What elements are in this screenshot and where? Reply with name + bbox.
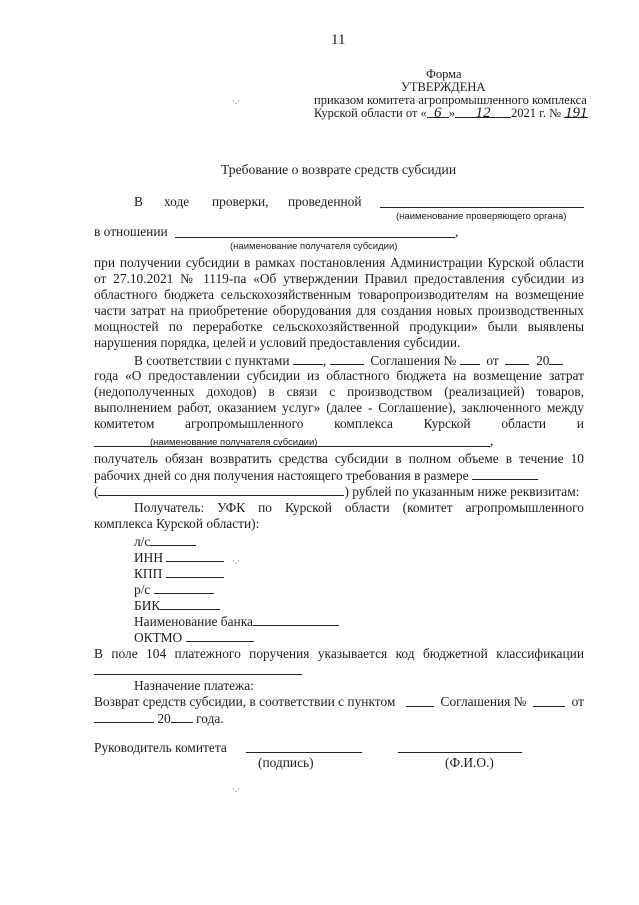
paragraph-1-line-3: областного бюджета сельскохозяйственным товаропроизводителям на возмещение xyxy=(94,287,584,302)
order-line: приказом комитета агропромышленного комплекса xyxy=(314,93,587,107)
paragraph-1-line-4: части затрат на приобретение оборудования для создания новых производственных xyxy=(94,303,584,318)
paragraph-2-line-4: выполнением работ, оказанием услуг» (далее - Соглашение), заключенного между xyxy=(94,400,584,415)
amount-open-paren: ( xyxy=(94,484,99,499)
intro-word-2: ходе xyxy=(164,194,190,209)
paragraph-3-line-2 xyxy=(94,467,584,484)
order-year: 2021 г. № xyxy=(511,106,562,120)
paragraph-1-line-5: мощностей по переработке сельскохозяйственной продукции» были выявлены xyxy=(94,319,584,334)
signature-head-label: Руководитель комитета xyxy=(94,740,227,755)
caption-recipient-1: (наименование получателя субсидии) xyxy=(230,241,398,252)
inspecting-organ-field xyxy=(380,207,584,208)
kbk-line: В поле 104 платежного поручения указывается код бюджетной классификации xyxy=(94,646,584,661)
caption-signature: (подпись) xyxy=(258,755,314,770)
agreement-day-field xyxy=(505,352,529,365)
recipient-line-1: Получатель: УФК по Курской области (комитет агропромышленного xyxy=(134,500,584,515)
form-label: Форма xyxy=(426,67,462,81)
order-number: 191 xyxy=(564,105,588,121)
word-committee: комитетом xyxy=(94,416,155,431)
payment-year-prefix: 20 xyxy=(157,711,171,726)
kbk-field xyxy=(94,674,302,675)
requisite-field xyxy=(154,581,214,594)
scan-speck: ·.· xyxy=(232,556,241,566)
signature-field xyxy=(246,752,362,753)
requisite-label: Наименование банка xyxy=(134,614,253,629)
payment-return-text: Возврат средств субсидии, в соответствии с пунктом xyxy=(94,694,396,709)
approved-label: УТВЕРЖДЕНА xyxy=(401,80,486,94)
requisite-label: ОКТМО xyxy=(134,630,183,645)
amount-close-text: ) рублей по указанным ниже реквизитам: xyxy=(344,484,580,499)
requisite-label: ИНН xyxy=(134,550,164,565)
in-relation-comma: , xyxy=(455,224,459,239)
paragraph-2-line-1: В соответствии с пунктами , Соглашения № от 20 xyxy=(134,352,584,369)
paragraph-1-line-6: нарушения порядка, целей и условий предоставления субсидии. xyxy=(94,335,461,350)
paragraph-2-points-label: В соответствии с пунктами xyxy=(134,353,290,368)
payment-year-suffix: года. xyxy=(196,711,224,726)
page-number: 11 xyxy=(331,32,346,48)
payment-point-field xyxy=(406,694,434,707)
caption-inspecting-organ: (наименование проверяющего органа) xyxy=(396,211,567,222)
paragraph-3-line-1: получатель обязан возвратить средства субсидии в полном объеме в течение 10 xyxy=(94,451,584,466)
requisite-field xyxy=(166,549,224,562)
requisite-label: л/с xyxy=(134,534,151,549)
paragraph-1-line-1: при получении субсидии в рамках постановления Администрации Курской области xyxy=(94,255,584,270)
caption-recipient-2: (наименование получателя субсидии) xyxy=(150,437,318,448)
scan-speck: ·.· xyxy=(232,96,241,106)
amount-digits-field xyxy=(472,467,538,480)
requisite-oktmo xyxy=(134,629,254,646)
payment-line-2 xyxy=(94,710,584,727)
intro-word-4: проведенной xyxy=(288,194,362,209)
intro-word-3: проверки, xyxy=(212,194,269,209)
requisite-field xyxy=(253,613,339,626)
requisite-account xyxy=(134,533,196,550)
recipient-line-2: комплекса Курской области): xyxy=(94,516,260,531)
amount-words-field xyxy=(98,483,344,496)
paragraph-1-line-2: от 27.10.2021 № 1119-па «Об утверждении Правил предоставления субсидии из xyxy=(94,271,584,286)
requisite-field xyxy=(166,565,224,578)
paragraph-2-agreement-label: Соглашения № xyxy=(370,353,457,368)
paragraph-2-from-label: от xyxy=(486,353,499,368)
requisite-bank-name xyxy=(134,613,339,630)
requisite-label: БИК xyxy=(134,598,161,613)
requisite-label: р/с xyxy=(134,582,151,597)
paragraph-2-line-3: (недополученных доходов) в связи с производством (реализацией) товаров, xyxy=(94,384,584,399)
payment-purpose-label: Назначение платежа: xyxy=(134,678,254,693)
payment-line-1 xyxy=(94,694,584,710)
payment-year-field xyxy=(171,710,193,723)
word-kursk: Курской xyxy=(423,416,471,431)
payment-agreement-label: Соглашения № xyxy=(440,694,527,709)
requisite-inn xyxy=(134,549,224,566)
requisite-kpp xyxy=(134,565,224,582)
document-title: Требование о возврате средств субсидии xyxy=(221,162,457,177)
paragraph-2-comma: , xyxy=(490,433,494,448)
payment-from-label: от xyxy=(571,694,584,709)
caption-full-name: (Ф.И.О.) xyxy=(445,755,494,770)
in-relation-label: в отношении xyxy=(94,224,168,239)
requisite-settlement-account xyxy=(134,581,214,598)
paragraph-2-year-prefix: 20 xyxy=(536,353,550,368)
word-complex: комплекса xyxy=(334,416,393,431)
order-month: 12 xyxy=(455,105,511,118)
full-name-field xyxy=(398,752,522,753)
payment-date-field xyxy=(94,710,154,723)
order-date-line xyxy=(314,105,588,121)
requisite-label: КПП xyxy=(134,566,163,581)
agreement-year-field xyxy=(549,352,563,365)
scan-speck: ·.· xyxy=(232,784,241,794)
intro-word-1: В xyxy=(134,194,143,209)
point-field-1 xyxy=(293,352,323,365)
point-field-2 xyxy=(330,352,364,365)
requisite-bik xyxy=(134,597,220,614)
order-day: 6 xyxy=(427,105,449,118)
payment-agreement-field xyxy=(533,694,565,707)
requisite-field xyxy=(150,533,196,546)
paragraph-3-line-3 xyxy=(94,483,584,500)
recipient-name-field xyxy=(175,237,455,238)
agreement-number-field xyxy=(460,352,480,365)
requisite-field xyxy=(160,597,220,610)
order-region-prefix: Курской области от « xyxy=(314,106,427,120)
requisite-field xyxy=(186,629,254,642)
paragraph-2-line-5 xyxy=(94,416,584,432)
order-month-sep: » xyxy=(448,106,456,120)
word-region: области xyxy=(501,416,547,431)
paragraph-2-line-2: года «О предоставлении субсидии из областного бюджета на возмещение затрат xyxy=(94,368,584,383)
word-agro: агропромышленного xyxy=(185,416,304,431)
word-and: и xyxy=(576,416,584,431)
paragraph-3-amount-text: рабочих дней со дня получения настоящего требования в размере xyxy=(94,468,469,483)
